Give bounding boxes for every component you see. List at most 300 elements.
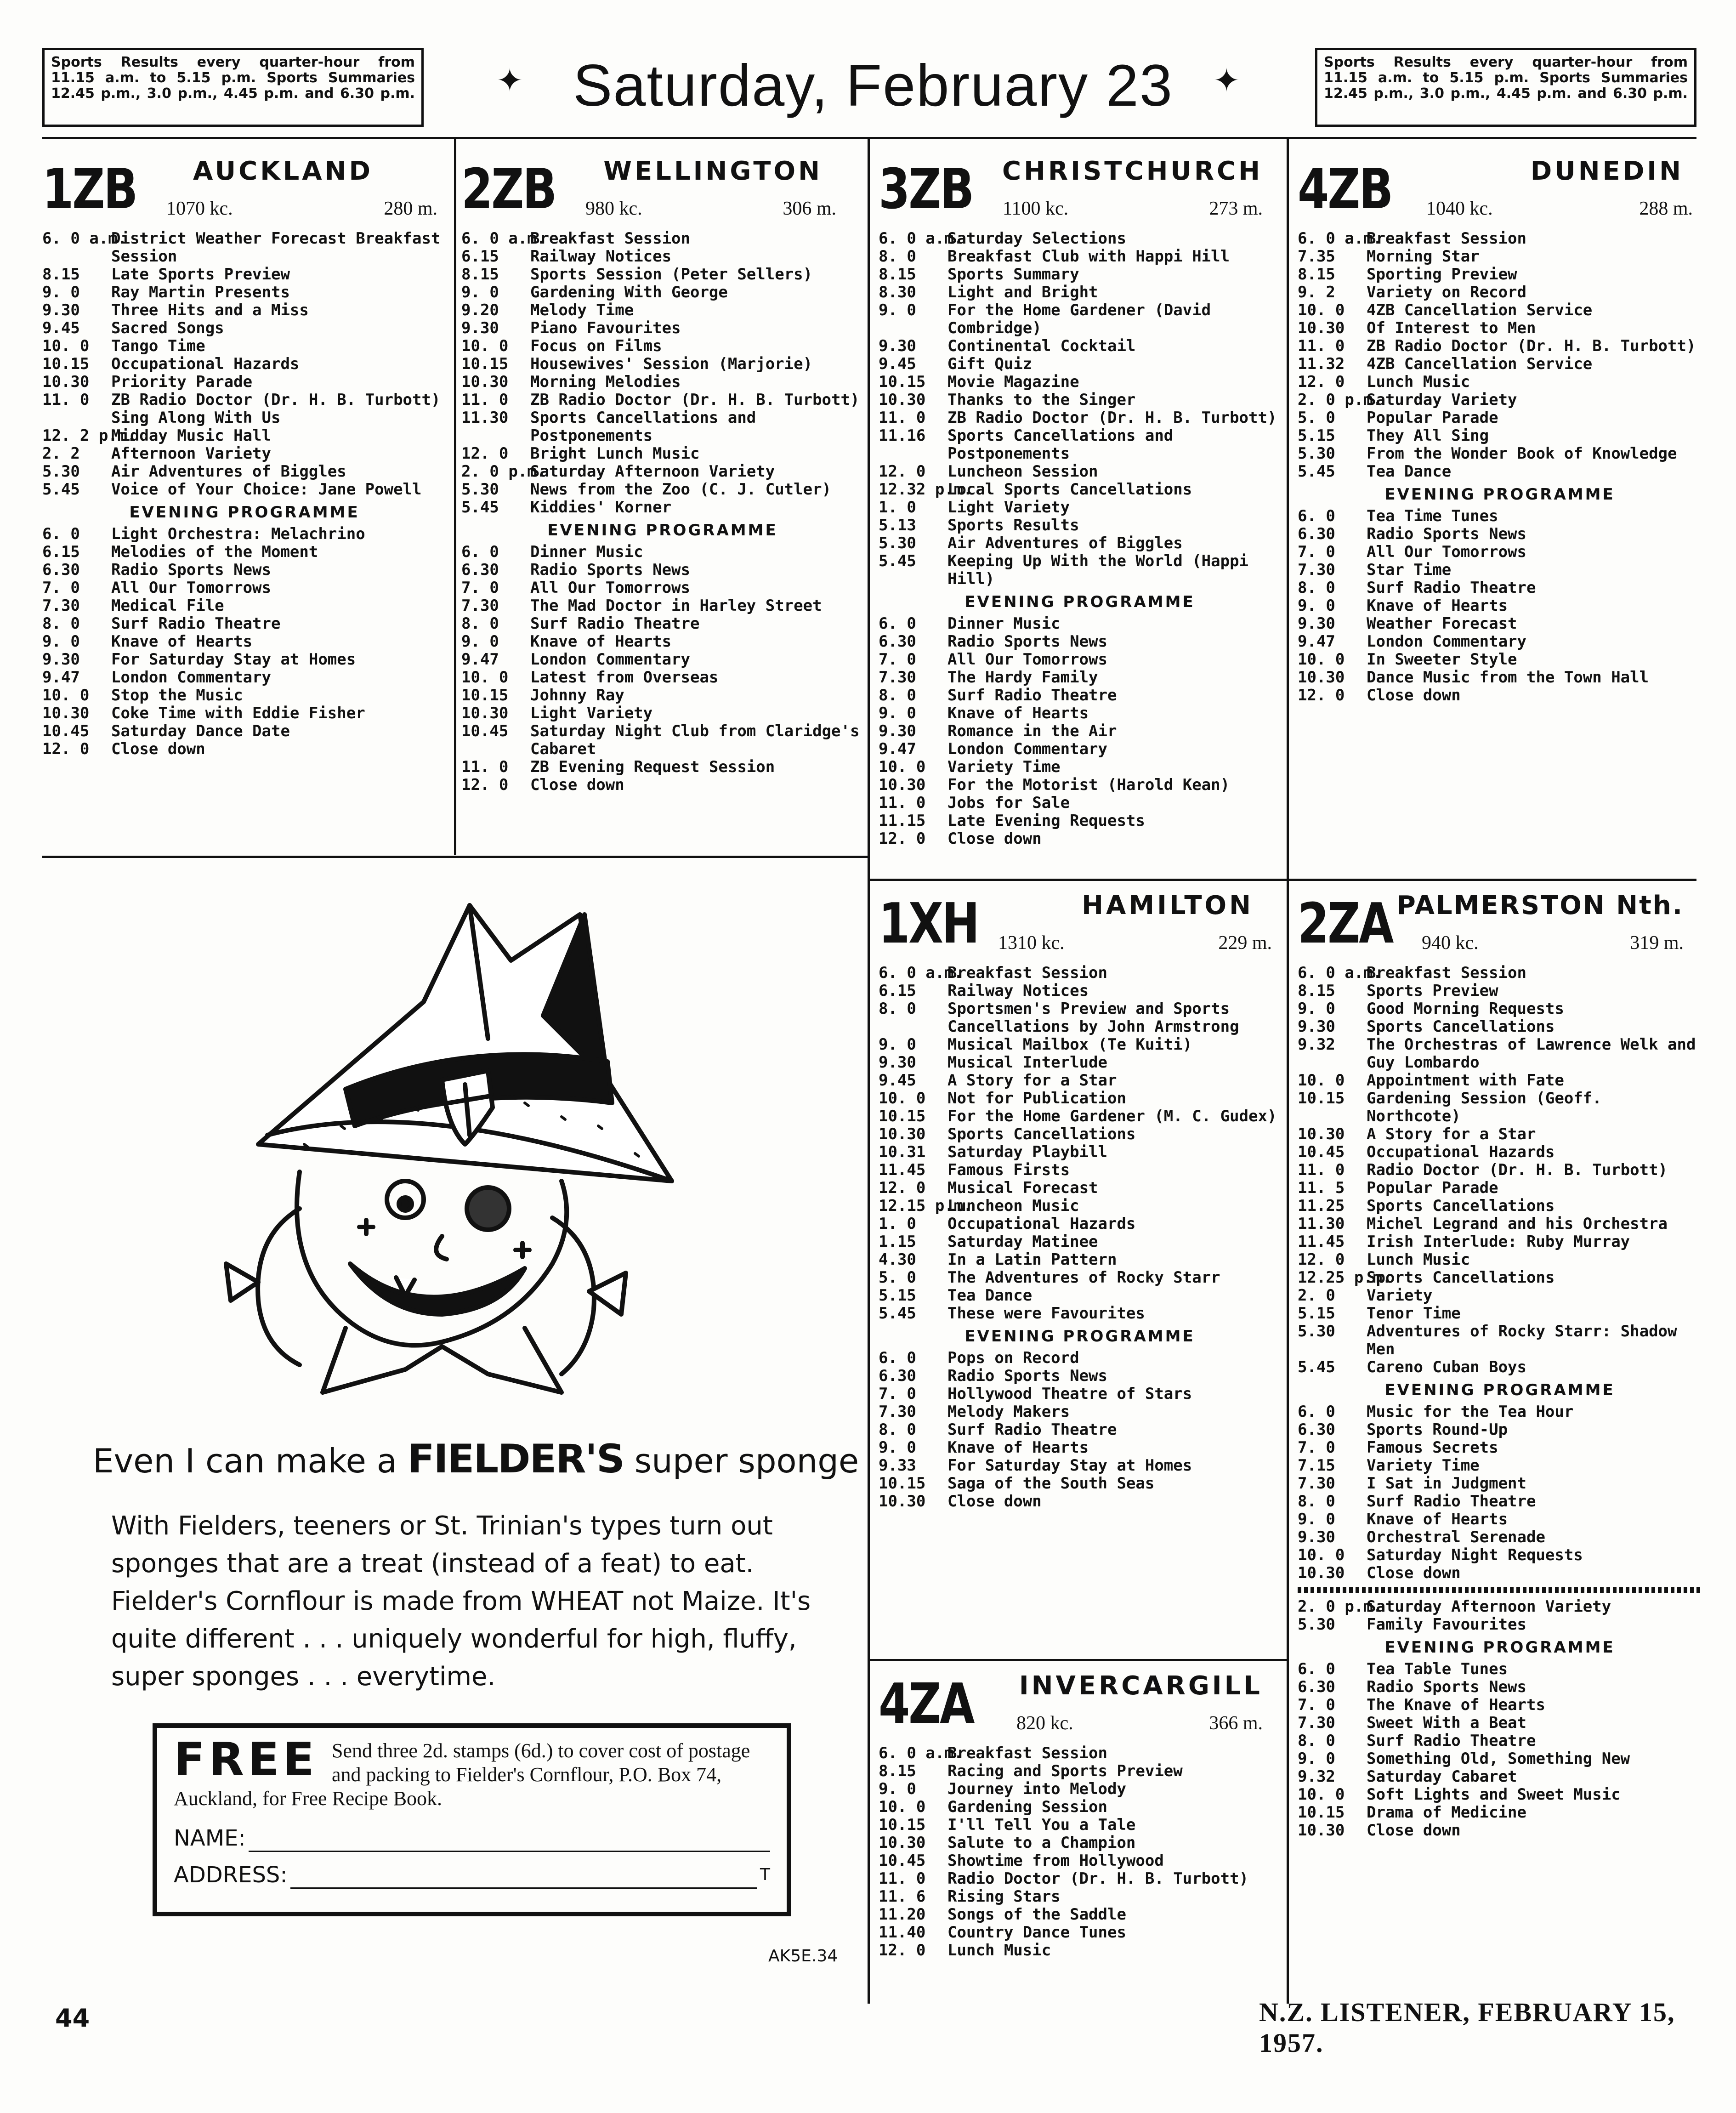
- programme-time: 5.45: [1298, 462, 1335, 481]
- programme-item: [1298, 982, 1702, 1000]
- programme-title: Sports Results: [947, 516, 1079, 534]
- programme-item: [879, 355, 1281, 373]
- programme-title: Surf Radio Theatre: [1367, 1492, 1536, 1511]
- programme-time: 6. 0 a.m.: [1298, 229, 1383, 248]
- programme-title: Radio Sports News: [947, 632, 1107, 651]
- programme-item: [42, 301, 447, 319]
- programme-time: 11. 0: [879, 409, 926, 427]
- sports-notice-right: [1315, 48, 1696, 127]
- programme-title: Johnny Ray: [530, 686, 624, 704]
- programme-item: [1298, 579, 1702, 597]
- programme-time: 12. 0: [461, 776, 509, 794]
- programme-title: Late Evening Requests: [947, 812, 1145, 830]
- publication-line: N.Z. LISTENER, FEBRUARY 15, 1957.: [1259, 1997, 1675, 2058]
- programme-time: 11.32: [1298, 355, 1345, 373]
- programme-item: [879, 1000, 1281, 1036]
- evening-programme-list: [461, 543, 864, 794]
- evening-programme-heading: EVENING PROGRAMME: [547, 521, 778, 540]
- programme-title: A Story for a Star: [947, 1071, 1117, 1090]
- programme-time: 5.30: [461, 480, 499, 499]
- station-frequency: 1310 kc.: [998, 932, 1065, 954]
- programme-item: [879, 633, 1281, 651]
- programme-title: Sporting Preview: [1367, 265, 1517, 284]
- programme-time: 9. 0: [879, 301, 916, 319]
- programme-title: ZB Radio Doctor (Dr. H. B. Turbott): [1367, 337, 1696, 355]
- programme-title: Musical Mailbox (Te Kuiti): [947, 1035, 1192, 1054]
- programme-time: 5.30: [879, 534, 916, 552]
- programme-title: Latest from Overseas: [530, 668, 719, 687]
- programme-item: [879, 1215, 1281, 1233]
- programme-title: Sports Summary: [947, 265, 1079, 284]
- programme-title: Variety on Record: [1367, 283, 1526, 301]
- evening-programme-heading: EVENING PROGRAMME: [1384, 1381, 1615, 1399]
- coupon-offer-text: Send three 2d. stamps (6d.) to cover cost of postage and packing to Fielder's Cornflour, P.O. Box 74, Auckland, for Free Recipe Book.: [174, 1739, 750, 1810]
- programme-title: Saturday Afternoon Variety: [1367, 1597, 1611, 1616]
- programme-time: 10. 0: [461, 668, 509, 687]
- programme-title: Star Time: [1367, 561, 1452, 579]
- programme-time: 10.30: [42, 373, 90, 391]
- station-panel-3zb: [879, 152, 1281, 848]
- programme-item: [1298, 1143, 1702, 1161]
- free-recipe-coupon: [153, 1723, 791, 1916]
- station-code: 1XH: [879, 892, 978, 956]
- station-panel-1zb: [42, 152, 447, 758]
- programme-item: [879, 1852, 1281, 1870]
- programme-time: 12. 0: [879, 1179, 926, 1197]
- programme-title: Keeping Up With the World (Happi Hill): [947, 552, 1249, 588]
- programme-item: [879, 534, 1281, 552]
- programme-time: 6. 0: [1298, 1660, 1335, 1678]
- programme-title: Songs of the Saddle: [947, 1905, 1126, 1924]
- programme-time: 9.47: [42, 668, 80, 687]
- programme-title: ZB Radio Doctor (Dr. H. B. Turbott): [947, 409, 1277, 427]
- programme-time: 10. 0: [42, 686, 90, 704]
- programme-time: 9. 0: [461, 283, 499, 301]
- programme-time: 6.15: [42, 543, 80, 561]
- programme-time: 5. 0: [879, 1268, 916, 1287]
- station-city: PALMERSTON Nth.: [1396, 891, 1684, 920]
- programme-item: [42, 230, 447, 266]
- programme-time: 10.30: [1298, 319, 1345, 337]
- station-wavelength: 229 m.: [1218, 932, 1272, 954]
- programme-title: Michel Legrand and his Orchestra: [1367, 1215, 1668, 1233]
- programme-time: 5.45: [461, 498, 499, 517]
- schoolgirl-illustration: [148, 887, 699, 1429]
- programme-title: District Weather Forecast Breakfast Session: [111, 229, 441, 266]
- programme-list: [1298, 964, 1702, 1376]
- programme-title: They All Sing: [1367, 426, 1489, 445]
- programme-title: Surf Radio Theatre: [1367, 579, 1536, 597]
- programme-time: 12. 0: [879, 1941, 926, 1960]
- programme-title: Saturday Dance Date: [111, 722, 290, 740]
- programme-item: [1298, 427, 1702, 445]
- programme-time: 11. 0: [879, 794, 926, 812]
- programme-title: Something Old, Something New: [1367, 1749, 1630, 1768]
- programme-item: [879, 1251, 1281, 1269]
- programme-item: [1298, 597, 1702, 615]
- programme-item: [1298, 507, 1702, 525]
- programme-title: Surf Radio Theatre: [1367, 1732, 1536, 1750]
- programme-time: 8.15: [42, 265, 80, 284]
- programme-title: Breakfast Session: [947, 964, 1107, 982]
- programme-time: 6. 0: [879, 614, 916, 633]
- programme-title: Journey into Melody: [947, 1780, 1126, 1798]
- address-line: [290, 1874, 757, 1889]
- programme-title: Radio Sports News: [111, 561, 271, 579]
- programme-time: 10.30: [1298, 668, 1345, 687]
- station-frequency: 1100 kc.: [1003, 198, 1069, 219]
- programme-time: 10.30: [879, 1834, 926, 1852]
- programme-title: Surf Radio Theatre: [530, 614, 700, 633]
- programme-item: [1298, 1251, 1702, 1269]
- programme-item: [879, 669, 1281, 687]
- programme-title: In Sweeter Style: [1367, 650, 1517, 669]
- programme-time: 6. 0: [1298, 507, 1335, 525]
- evening-programme-list: [42, 525, 447, 758]
- programme-title: Surf Radio Theatre: [111, 614, 281, 633]
- page-date: Saturday, February 23: [573, 53, 1174, 119]
- programme-title: Thanks to the Singer: [947, 391, 1136, 409]
- programme-item: [461, 597, 864, 615]
- programme-item: [1298, 1822, 1702, 1840]
- programme-time: 7. 0: [42, 579, 80, 597]
- programme-time: 10. 0: [879, 1798, 926, 1816]
- programme-item: [1298, 1421, 1702, 1439]
- programme-item: [879, 704, 1281, 722]
- programme-item: [42, 597, 447, 615]
- programme-item: [1298, 373, 1702, 391]
- programme-item: [879, 284, 1281, 301]
- evening-programme-heading: EVENING PROGRAMME: [1384, 1638, 1615, 1657]
- mid-rule-right: [869, 879, 1696, 881]
- programme-item: [879, 1367, 1281, 1385]
- programme-time: 10.45: [42, 722, 90, 740]
- programme-time: 5.13: [879, 516, 916, 534]
- station-header: [461, 152, 864, 230]
- programme-item: [42, 615, 447, 633]
- ad-brand-name: FIELDER'S: [407, 1436, 624, 1482]
- station-city: AUCKLAND: [193, 156, 373, 186]
- programme-time: 8.15: [1298, 265, 1335, 284]
- programme-time: 12.15 p.m.: [879, 1197, 973, 1215]
- programme-title: Light Orchestra: Melachrino: [111, 525, 365, 543]
- programme-item: [1298, 1564, 1702, 1582]
- programme-title: Not for Publication: [947, 1089, 1126, 1108]
- programme-title: Close down: [947, 1492, 1042, 1511]
- programme-item: [879, 427, 1281, 463]
- programme-title: ZB Radio Doctor (Dr. H. B. Turbott): [111, 391, 441, 409]
- programme-title: For Saturday Stay at Homes: [111, 650, 356, 669]
- programme-time: 11. 0: [879, 1869, 926, 1888]
- programme-title: Sports Cancellations: [1367, 1268, 1555, 1287]
- programme-time: 6.30: [1298, 1678, 1335, 1696]
- programme-time: 9. 0: [1298, 1510, 1335, 1528]
- programme-item: [42, 409, 447, 427]
- programme-time: 8. 0: [879, 1000, 916, 1018]
- programme-item: [1298, 543, 1702, 561]
- programme-list: [1298, 230, 1702, 481]
- name-line: [249, 1837, 770, 1852]
- programme-title: Radio Doctor (Dr. H. B. Turbott): [947, 1869, 1249, 1888]
- programme-item: [879, 687, 1281, 704]
- programme-title: Housewives' Session (Marjorie): [530, 355, 813, 373]
- programme-title: The Mad Doctor in Harley Street: [530, 596, 822, 615]
- programme-title: Variety: [1367, 1286, 1433, 1305]
- continued-evening-list: [1298, 1660, 1702, 1840]
- programme-title: London Commentary: [111, 668, 271, 687]
- programme-item: [1298, 1358, 1702, 1376]
- programme-time: 9. 0: [879, 1035, 916, 1054]
- programme-title: Afternoon Variety: [111, 444, 271, 463]
- programme-title: Bright Lunch Music: [530, 444, 700, 463]
- programme-item: [461, 373, 864, 391]
- programme-title: Pops on Record: [947, 1349, 1079, 1367]
- programme-time: 5.15: [1298, 1304, 1335, 1323]
- programme-time: 12. 0: [879, 829, 926, 848]
- programme-title: All Our Tomorrows: [947, 650, 1107, 669]
- programme-time: 10. 0: [1298, 650, 1345, 669]
- programme-title: Close down: [1367, 1564, 1461, 1582]
- programme-time: 5.45: [1298, 1358, 1335, 1376]
- programme-item: [42, 722, 447, 740]
- programme-title: Air Adventures of Biggles: [947, 534, 1183, 552]
- programme-time: 11. 0: [1298, 337, 1345, 355]
- programme-time: 10.30: [879, 1125, 926, 1143]
- programme-item: [879, 1233, 1281, 1251]
- programme-title: London Commentary: [1367, 632, 1526, 651]
- programme-time: 10.15: [1298, 1803, 1345, 1822]
- programme-list: [42, 230, 447, 499]
- programme-item: [1298, 964, 1702, 982]
- programme-title: Knave of Hearts: [530, 632, 672, 651]
- programme-item: [1298, 1598, 1702, 1616]
- programme-item: [461, 499, 864, 517]
- programme-title: Saturday Cabaret: [1367, 1767, 1517, 1786]
- notice-line: Sports Results every quarter-hour from: [1324, 54, 1688, 70]
- programme-title: Kiddies' Korner: [530, 498, 672, 517]
- programme-time: 5.15: [879, 1286, 916, 1305]
- programme-title: Saturday Variety: [1367, 391, 1517, 409]
- programme-title: All Our Tomorrows: [1367, 543, 1526, 561]
- programme-title: Movie Magazine: [947, 373, 1079, 391]
- programme-time: 8. 0: [1298, 1492, 1335, 1511]
- programme-item: [879, 1403, 1281, 1421]
- station-header: [879, 886, 1281, 964]
- programme-time: 2. 0 p.m.: [1298, 391, 1383, 409]
- programme-time: 10. 0: [1298, 1785, 1345, 1804]
- programme-time: 10.15: [879, 1107, 926, 1125]
- programme-title: Close down: [111, 740, 205, 758]
- programme-title: Popular Parade: [1367, 1179, 1498, 1197]
- programme-title: Romance in the Air: [947, 722, 1117, 740]
- programme-item: [461, 579, 864, 597]
- programme-time: 6. 0: [879, 1349, 916, 1367]
- programme-time: 11.15: [879, 812, 926, 830]
- fielders-advertisement: [42, 873, 860, 1985]
- programme-item: [461, 445, 864, 463]
- station-city: HAMILTON: [1082, 891, 1254, 920]
- programme-item: [1298, 1269, 1702, 1287]
- station-header: [879, 1666, 1281, 1744]
- programme-title: Sacred Songs: [111, 319, 224, 337]
- programme-title: Musical Interlude: [947, 1053, 1107, 1072]
- programme-list: [879, 230, 1281, 588]
- programme-title: For Saturday Stay at Homes: [947, 1456, 1192, 1475]
- evening-programme-heading: EVENING PROGRAMME: [964, 1327, 1195, 1346]
- programme-item: [461, 704, 864, 722]
- station-wavelength: 306 m.: [783, 198, 836, 219]
- programme-item: [1298, 1750, 1702, 1768]
- name-field[interactable]: [174, 1824, 770, 1852]
- programme-item: [879, 1421, 1281, 1439]
- programme-title: Knave of Hearts: [1367, 596, 1508, 615]
- programme-item: [1298, 525, 1702, 543]
- programme-title: Breakfast Session: [530, 229, 690, 248]
- station-panel-1xh: [879, 886, 1281, 1511]
- programme-item: [879, 499, 1281, 517]
- programme-item: [879, 1906, 1281, 1924]
- programme-item: [461, 266, 864, 284]
- programme-title: Morning Star: [1367, 247, 1480, 266]
- programme-time: 6. 0 a.m.: [1298, 964, 1383, 982]
- programme-title: Coke Time with Eddie Fisher: [111, 704, 365, 722]
- programme-item: [879, 1179, 1281, 1197]
- programme-title: Breakfast Session: [1367, 229, 1526, 248]
- programme-title: The Orchestras of Lawrence Welk and Guy Lombardo: [1367, 1035, 1696, 1072]
- programme-title: Sports Cancellations: [1367, 1017, 1555, 1036]
- programme-time: 10. 0: [1298, 1071, 1345, 1090]
- programme-item: [1298, 687, 1702, 704]
- programme-time: 10.30: [42, 704, 90, 722]
- programme-title: Sports Cancellations and Postponements: [530, 409, 756, 445]
- programme-item: [879, 1385, 1281, 1403]
- programme-time: 6.15: [461, 247, 499, 266]
- programme-title: These were Favourites: [947, 1304, 1145, 1323]
- programme-item: [42, 704, 447, 722]
- programme-time: 8. 0: [879, 1420, 916, 1439]
- programme-time: 9.30: [879, 337, 916, 355]
- programme-title: Knave of Hearts: [111, 632, 253, 651]
- programme-time: 8.15: [879, 1762, 916, 1780]
- programme-item: [1298, 355, 1702, 373]
- programme-title: Gardening With George: [530, 283, 728, 301]
- station-header: [1298, 152, 1702, 230]
- programme-time: 12. 0: [461, 444, 509, 463]
- programme-item: [879, 1269, 1281, 1287]
- programme-time: 7. 0: [879, 650, 916, 669]
- programme-item: [42, 633, 447, 651]
- programme-title: Sports Session (Peter Sellers): [530, 265, 813, 284]
- programme-time: 10.15: [461, 355, 509, 373]
- programme-title: Gift Quiz: [947, 355, 1033, 373]
- programme-item: [1298, 1660, 1702, 1678]
- programme-item: [42, 284, 447, 301]
- programme-time: 2. 0: [1298, 1286, 1335, 1305]
- programme-title: Breakfast Session: [947, 1744, 1107, 1762]
- address-label: ADDRESS:: [174, 1862, 288, 1888]
- programme-item: [1298, 230, 1702, 248]
- notice-line: 11.15 a.m. to 5.15 p.m. Sports Summaries: [1324, 70, 1688, 86]
- programme-time: 9.47: [879, 740, 916, 758]
- station-code: 2ZB: [461, 158, 556, 222]
- programme-item: [1298, 1786, 1702, 1804]
- programme-time: 5.30: [1298, 1322, 1335, 1341]
- programme-time: 8.15: [1298, 982, 1335, 1000]
- programme-title: Dance Music from the Town Hall: [1367, 668, 1649, 687]
- programme-time: 11.45: [879, 1161, 926, 1179]
- programme-item: [879, 230, 1281, 248]
- programme-title: Jobs for Sale: [947, 794, 1070, 812]
- programme-item: [1298, 1768, 1702, 1786]
- column-rule-1: [454, 138, 456, 855]
- programme-item: [42, 651, 447, 669]
- programme-item: [1298, 1287, 1702, 1305]
- programme-item: [879, 1072, 1281, 1090]
- programme-time: 10.30: [879, 776, 926, 794]
- programme-time: 10.45: [879, 1852, 926, 1870]
- programme-time: 5.45: [879, 1304, 916, 1323]
- programme-item: [879, 373, 1281, 391]
- programme-item: [1298, 1215, 1702, 1233]
- programme-item: [1298, 669, 1702, 687]
- programme-item: [1298, 651, 1702, 669]
- programme-title: Saturday Matinee: [947, 1233, 1098, 1251]
- programme-title: Focus on Films: [530, 337, 662, 355]
- programme-item: [879, 982, 1281, 1000]
- programme-title: Saga of the South Seas: [947, 1474, 1155, 1493]
- programme-time: 10.15: [1298, 1089, 1345, 1108]
- programme-title: Surf Radio Theatre: [947, 686, 1117, 704]
- programme-time: 10.31: [879, 1143, 926, 1161]
- programme-title: Occupational Hazards: [1367, 1143, 1555, 1161]
- programme-title: Melody Makers: [947, 1403, 1070, 1421]
- programme-item: [1298, 391, 1702, 409]
- programme-title: Local Sports Cancellations: [947, 480, 1192, 499]
- programme-item: [1298, 1732, 1702, 1750]
- programme-time: 10.15: [879, 373, 926, 391]
- programme-time: 5.30: [1298, 444, 1335, 463]
- free-label: FREE: [174, 1732, 318, 1786]
- programme-item: [879, 266, 1281, 284]
- programme-title: Orchestral Serenade: [1367, 1528, 1545, 1546]
- programme-title: Sports Preview: [1367, 982, 1498, 1000]
- evening-programme-list: [879, 615, 1281, 848]
- programme-title: Continental Cocktail: [947, 337, 1136, 355]
- notice-line: Sports Results every quarter-hour from: [51, 54, 415, 70]
- programme-item: [1298, 1161, 1702, 1179]
- programme-title: Drama of Medicine: [1367, 1803, 1526, 1822]
- programme-title: London Commentary: [530, 650, 690, 669]
- programme-time: 5.30: [1298, 1615, 1335, 1634]
- programme-title: Saturday Night Club from Claridge's Cabaret: [530, 722, 860, 758]
- programme-time: 11.30: [461, 409, 509, 427]
- programme-title: Soft Lights and Sweet Music: [1367, 1785, 1621, 1804]
- programme-title: Dinner Music: [530, 543, 643, 561]
- programme-title: Sing Along With Us: [111, 409, 281, 427]
- programme-list: [461, 230, 864, 517]
- programme-title: Sports Cancellations: [1367, 1197, 1555, 1215]
- programme-title: Melodies of the Moment: [111, 543, 318, 561]
- programme-title: Piano Favourites: [530, 319, 681, 337]
- programme-time: 7.30: [461, 596, 499, 615]
- programme-time: 10. 0: [879, 758, 926, 776]
- programme-title: Variety Time: [947, 758, 1061, 776]
- programme-title: Light Variety: [530, 704, 653, 722]
- programme-item: [1298, 561, 1702, 579]
- programme-time: 6.30: [42, 561, 80, 579]
- address-field[interactable]: [174, 1861, 770, 1889]
- programme-time: 11.40: [879, 1923, 926, 1942]
